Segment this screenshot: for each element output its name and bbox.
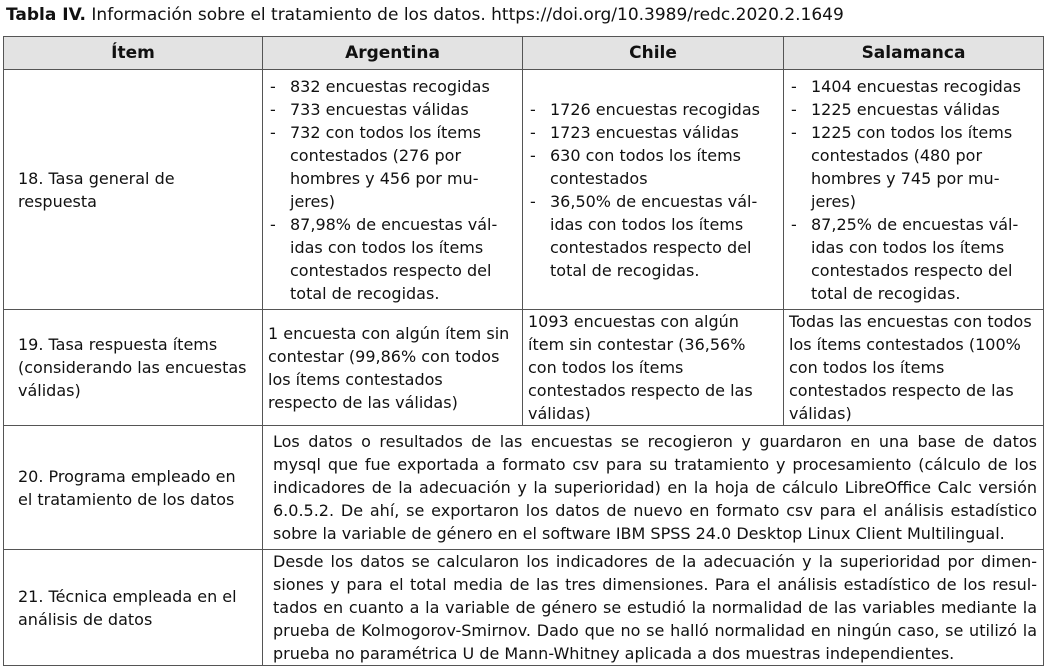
header-argentina: Argentina	[263, 37, 523, 70]
list-item: - 1726 encuestas recogidas	[528, 98, 775, 121]
row-20-item: 20. Programa empleado en el tratamiento de los datos	[4, 426, 263, 550]
table-title: Información sobre el tratamiento de los datos. https://doi.org/10.3989/redc.2020.2.1649	[91, 5, 844, 25]
row-19-salamanca: Todas las encuestas con todos los ítems contestados (100% con todos los ítems contestados respecto de las válidas)	[784, 310, 1044, 426]
list-item: - 732 con todos los ítems contestados (276 por hombres y 456 por mujeres)	[268, 121, 514, 213]
header-row	[4, 37, 1044, 70]
list-item: - 832 encuestas recogidas	[268, 75, 514, 98]
list-item: - 1404 encuestas recogidas	[789, 75, 1035, 98]
table-row-18	[4, 70, 1044, 310]
table-row-21	[4, 550, 1044, 666]
row-18-item: 18. Tasa general de respuesta	[4, 70, 263, 310]
table-label: Tabla IV.	[6, 5, 87, 25]
row-19-argentina: 1 encuesta con algún ítem sin contestar (99,86% con todos los ítems contestados respecto de las válidas)	[263, 310, 523, 426]
header-item: Ítem	[4, 37, 263, 70]
list-item: - 87,98% de encuestas válidas con todos los ítems contestados respecto del total de recogidas.	[268, 213, 514, 305]
list-item: - 630 con todos los ítems contestados	[528, 144, 775, 190]
list-item: - 1723 encuestas válidas	[528, 121, 775, 144]
row-21-text: Desde los datos se calcularon los indicadores de la adecuación y la superioridad por dimensiones y para el total media de las tres dimensiones. Para el análisis estadístico de los resultados en cuanto a la variable de género se estudió la normalidad de las variables mediante la prueba de Kolmogorov-Smirnov. Dado que no se halló normalidad en ningún caso, se utilizó la prueba no paramétrica U de Mann-Whitney aplicada a dos muestras independientes.	[263, 550, 1044, 666]
list-item: - 1225 encuestas válidas	[789, 98, 1035, 121]
row-18-chile	[523, 70, 784, 310]
row-21-item: 21. Técnica empleada en el análisis de datos	[4, 550, 263, 666]
data-table	[3, 36, 1044, 666]
table-row-19	[4, 310, 1044, 426]
header-chile: Chile	[523, 37, 784, 70]
row-18-argentina	[263, 70, 523, 310]
header-salamanca: Salamanca	[784, 37, 1044, 70]
row-18-salamanca	[784, 70, 1044, 310]
table-caption	[6, 4, 844, 26]
row-19-chile: 1093 encuestas con algún ítem sin contestar (36,56% con todos los ítems contestados respecto de las válidas)	[523, 310, 784, 426]
row-20-text: Los datos o resultados de las encuestas se recogieron y guardaron en una base de datos mysql que fue exportada a formato csv para su tratamiento y procesamiento (cálculo de los indicadores de la adecuación y la superioridad) en la hoja de cálculo LibreOffice Calc versión 6.0.5.2. De ahí, se exportaron los datos de nuevo en formato csv para el análisis estadístico sobre la variable de género en el software IBM SPSS 24.0 Desktop Linux Client Multilingual.	[263, 426, 1044, 550]
row-19-item: 19. Tasa respuesta ítems (considerando las encuestas válidas)	[4, 310, 263, 426]
list-item: - 1225 con todos los ítems contestados (480 por hombres y 745 por mujeres)	[789, 121, 1035, 213]
list-item: - 733 encuestas válidas	[268, 98, 514, 121]
list-item: - 87,25% de encuestas válidas con todos los ítems contestados respecto del total de recogidas.	[789, 213, 1035, 305]
list-item: - 36,50% de encuestas válidas con todos los ítems contestados respecto del total de recogidas.	[528, 190, 775, 282]
table-row-20	[4, 426, 1044, 550]
